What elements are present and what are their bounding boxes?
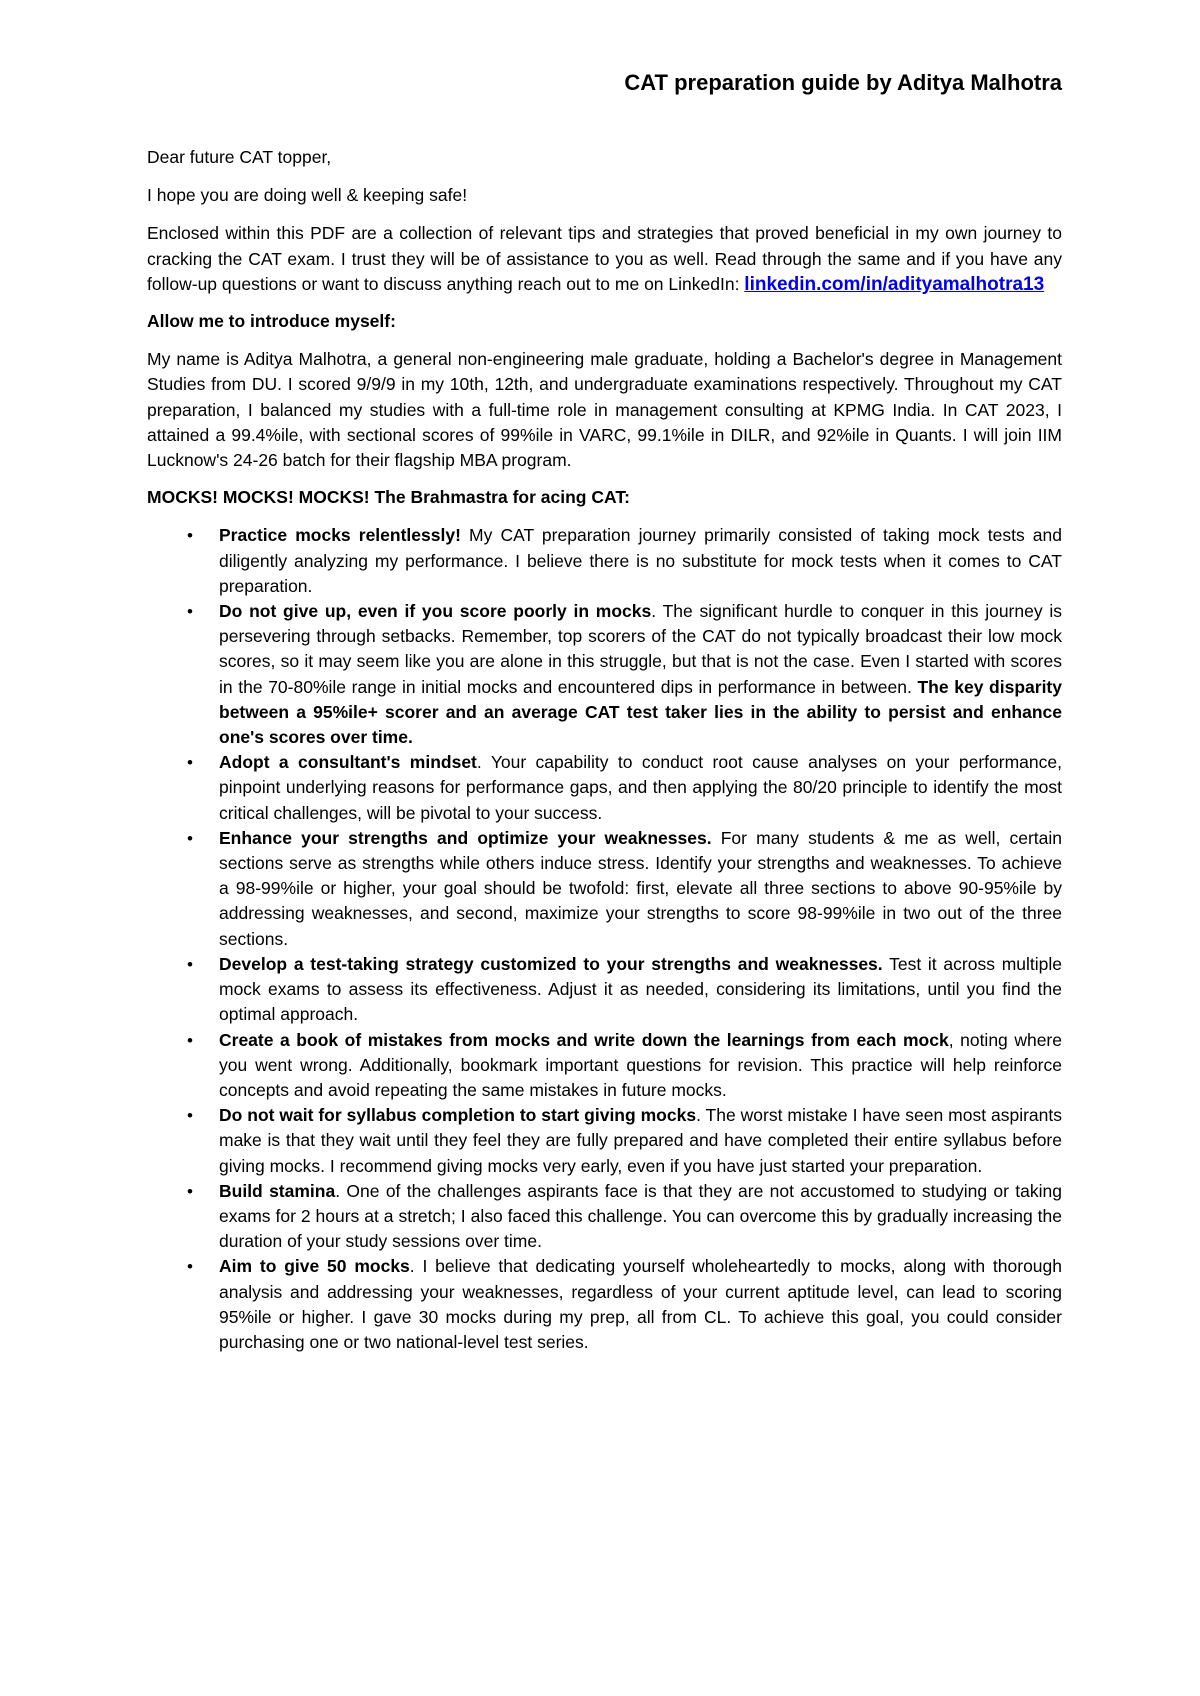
tip-text: . Your capability to conduct root cause analyses on your performance, pinpoint underlying reasons for performance gaps, and then applying the 80/20 principle to identify the most critical challenges, will be pivotal to your success. (219, 752, 1062, 823)
tip-title: Do not give up, even if you score poorly in mocks (219, 601, 652, 622)
tip-title: Develop a test-taking strategy customized to your strengths and weaknesses. (219, 953, 883, 974)
document-body (147, 145, 1062, 1355)
tip-title: Adopt a consultant's mindset (219, 752, 477, 773)
bullet-icon: • (187, 954, 193, 974)
intro-paragraph (147, 221, 1062, 297)
tip-text: My CAT preparation journey primarily consisted of taking mock tests and diligently analyzing my performance. I believe there is no substitute for mock tests when it comes to CAT preparation. (219, 525, 1062, 596)
tip-title: Do not wait for syllabus completion to start giving mocks (219, 1105, 697, 1126)
tip-text: Test it across multiple mock exams to assess its effectiveness. Adjust it as needed, considering its limitations, until you find the optimal approach. (219, 953, 1063, 1025)
list-item (147, 1179, 1062, 1255)
mocks-heading: MOCKS! MOCKS! MOCKS! The Brahmastra for acing CAT: (147, 487, 630, 508)
tips-list (147, 523, 1062, 1355)
tip-text: For many students & me as well, certain sections serve as strengths while others induce stress. Identify your strengths and weaknesses. To achieve a 98-99%ile or higher, your goal should be twofold: first, elevate all three sections to above 90-95%ile by addressing weaknesses, and second, maximize your strengths to score 98-99%ile in two out of the three sections. (219, 827, 1062, 949)
about-heading: Allow me to introduce myself: (147, 311, 396, 332)
linkedin-link[interactable]: linkedin.com/in/adityamalhotra13 (744, 273, 1045, 295)
bullet-icon: • (187, 1030, 193, 1050)
bullet-icon: • (187, 602, 193, 622)
list-item (147, 826, 1062, 952)
list-item (147, 1028, 1062, 1104)
tip-text: , noting where you went wrong. Additionally, bookmark important questions for revision. This practice will help reinforce concepts and avoid repeating the same mistakes in future mocks. (219, 1029, 1062, 1100)
list-item (147, 750, 1062, 826)
bullet-icon: • (187, 526, 193, 546)
tip-title: Create a book of mistakes from mocks and write down the learnings from each mock (219, 1029, 949, 1050)
list-item (147, 1254, 1062, 1355)
salutation: Dear future CAT topper, (147, 147, 332, 167)
intro-text: Enclosed within this PDF are a collection of relevant tips and strategies that proved beneficial in my own journey to cracking the CAT exam. I trust they will be of assistance to you as well. Read through the same and if you have any follow-up questions or want to discuss anything reach out to me on LinkedIn: (147, 223, 1062, 294)
tip-title: Enhance your strengths and optimize your weaknesses. (219, 827, 712, 848)
page-title: CAT preparation guide by Aditya Malhotra (624, 70, 1062, 95)
bullet-icon: • (187, 828, 193, 848)
list-item (147, 952, 1062, 1028)
greeting: I hope you are doing well & keeping safe! (147, 185, 468, 206)
tip-title: Aim to give 50 mocks (219, 1256, 410, 1277)
list-item (147, 599, 1062, 750)
tip-title: Practice mocks relentlessly! (219, 525, 461, 546)
tip-text: . The significant hurdle to conquer in this journey is persevering through setbacks. Remember, top scorers of the CAT do not typically broadcast their low mock scores, so it may seem like you are alone in this struggle, but that is not the case. Even I started with scores in the 70-80%ile range in initial mocks and encountered dips in performance in between. (219, 601, 1062, 697)
tip-text: . The worst mistake I have seen most aspirants make is that they wait until they feel they are fully prepared and have completed their entire syllabus before giving mocks. I recommend giving mocks very early, even if you have just started your preparation. (219, 1105, 1062, 1176)
tip-text: . One of the challenges aspirants face is that they are not accustomed to studying or taking exams for 2 hours at a stretch; I also faced this challenge. You can overcome this by gradually increasing the duration of your study sessions over time. (219, 1180, 1062, 1252)
bullet-icon: • (187, 1181, 193, 1201)
bullet-icon: • (187, 753, 193, 773)
list-item (147, 1103, 1062, 1179)
bullet-icon: • (187, 1106, 193, 1126)
list-item (147, 523, 1062, 599)
tip-title: Build stamina (219, 1180, 336, 1201)
about-paragraph: My name is Aditya Malhotra, a general non-engineering male graduate, holding a Bachelor's degree in Management Studies from DU. I scored 9/9/9 in my 10th, 12th, and undergraduate examinations respectively. Throughout my CAT preparation, I balanced my studies with a full-time role in management consulting at KPMG India. In CAT 2023, I attained a 99.4%ile, with sectional scores of 99%ile in VARC, 99.1%ile in DILR, and 92%ile in Quants. I will join IIM Lucknow's 24-26 batch for their flagship MBA program. (147, 349, 1062, 471)
tip-text: . I believe that dedicating yourself wholeheartedly to mocks, along with thorough analysis and addressing your weaknesses, regardless of your current aptitude level, can lead to scoring 95%ile or higher. I gave 30 mocks during my prep, all from CL. To achieve this goal, you could consider purchasing one or two national-level test series. (219, 1256, 1062, 1352)
tip-emphasis: The key disparity between a 95%ile+ scorer and an average CAT test taker lies in the ability to persist and enhance one's scores over time. (219, 676, 1062, 748)
bullet-icon: • (187, 1257, 193, 1277)
